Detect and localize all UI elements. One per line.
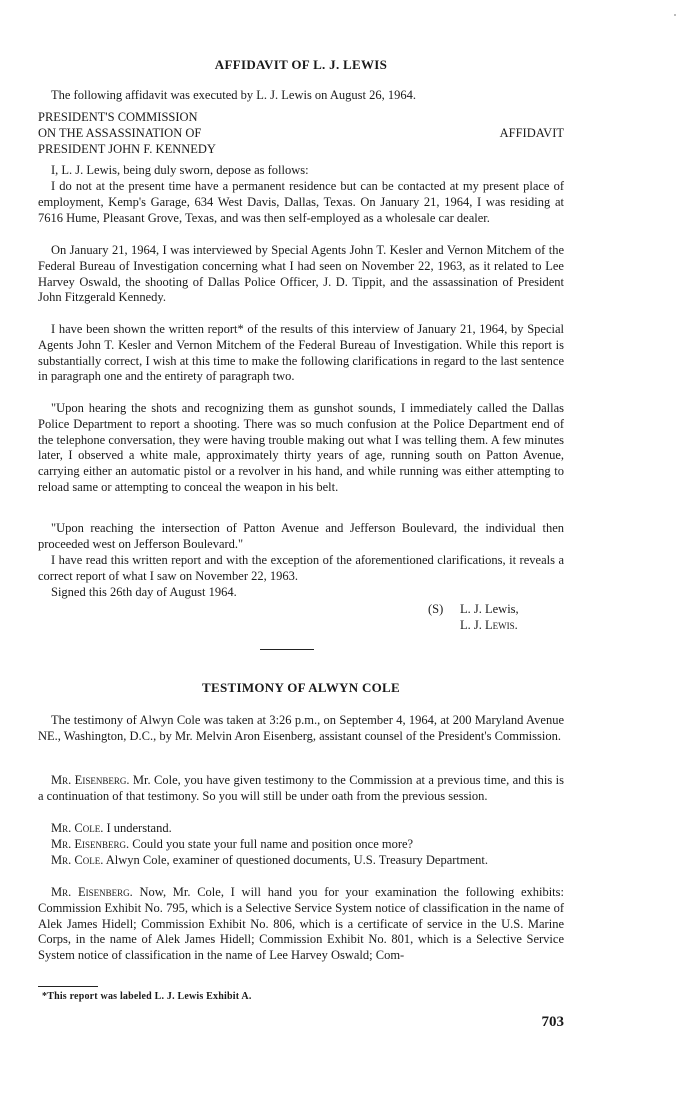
testimony-exchange <box>38 853 564 869</box>
testimony-exchange <box>38 837 564 853</box>
affidavit-paragraph: I have been shown the written report* of the results of this interview of January 21, 1964, by Special Agents John T. Kesler and Vernon Mitchem of the Federal Bureau of Investigation. While this report is substantially correct, I wish at this time to make the following clarifications in regard to the last sentence in paragraph one and the entirety of paragraph two. <box>38 322 564 384</box>
section-divider <box>260 649 314 650</box>
scan-speck <box>674 14 676 16</box>
footnote: *This report was labeled L. J. Lewis Exhibit A. <box>42 991 252 1002</box>
testimony-title: TESTIMONY OF ALWYN COLE <box>202 680 400 695</box>
page-number: 703 <box>541 1014 564 1030</box>
affidavit-intro: The following affidavit was executed by L. J. Lewis on August 26, 1964. <box>51 88 416 102</box>
speaker-name: Mr. Cole. <box>51 853 104 867</box>
testimony-exchange <box>38 821 564 837</box>
signature-typed-name: L. J. Lewis. <box>460 618 518 632</box>
speaker-name: Mr. Eisenberg. <box>51 837 130 851</box>
signature-name: L. J. Lewis, <box>460 602 519 616</box>
header-left-line-3: PRESIDENT JOHN F. KENNEDY <box>38 141 216 156</box>
speaker-name: Mr. Eisenberg. <box>51 773 130 787</box>
exchange-text: Now, Mr. Cole, I will hand you for your examination the following exhibits: Commission Exhibit No. 795, which is a Selective Service System notice of classification in the name of Alek James Hidell; Commission Exhibit No. 806, which is a certificate of service in the U.S. Marine Corps, in the name of Alek James Hidell; Commission Exhibit No. 801, which is a Selective Service System notice of classification in the name of Lee Harvey Oswald; Com- <box>38 885 564 963</box>
signature-mark: (S) <box>428 602 444 616</box>
header-left-line-1: PRESIDENT'S COMMISSION <box>38 110 198 124</box>
footnote-rule <box>38 986 98 987</box>
affidavit-paragraph: "Upon hearing the shots and recognizing them as gunshot sounds, I immediately called the Dallas Police Department to report a shooting. There was so much confusion at the Police Department end of the telephone conversation, they were having trouble making out what I was telling them. A few minutes later, I observed a white male, approximately thirty years of age, running south on Patton Avenue, carrying either an automatic pistol or a revolver in his hand, and while running was either attempting to reload same or attempting to conceal the weapon in his belt. <box>38 401 564 494</box>
affidavit-paragraph: Signed this 26th day of August 1964. <box>51 585 237 599</box>
testimony-exchange <box>38 885 564 964</box>
exchange-text: Mr. Cole, you have given testimony to the Commission at a previous time, and this is a continuation of that testimony. So you will still be under oath from the previous session. <box>38 773 564 803</box>
speaker-name: Mr. Cole. <box>51 821 104 835</box>
affidavit-paragraph: On January 21, 1964, I was interviewed by Special Agents John T. Kesler and Vernon Mitchem of the Federal Bureau of Investigation concerning what I had seen on November 22, 1963, as it related to Lee Harvey Oswald, the shooting of Dallas Police Officer, J. D. Tippit, and the assassination of President John Fitzgerald Kennedy. <box>38 243 564 305</box>
signature-block <box>428 602 588 636</box>
testimony-intro: The testimony of Alwyn Cole was taken at 3:26 p.m., on September 4, 1964, at 200 Maryland Avenue NE., Washington, D.C., by Mr. Melvin Aron Eisenberg, assistant counsel of the President's Commission. <box>38 713 564 743</box>
affidavit-paragraph: I, L. J. Lewis, being duly sworn, depose as follows: <box>51 163 309 177</box>
header-right-label: AFFIDAVIT <box>499 125 564 140</box>
affidavit-paragraph: I have read this written report and with the exception of the aforementioned clarifications, it reveals a correct report of what I saw on November 22, 1963. <box>38 553 564 583</box>
exchange-text: Could you state your full name and position once more? <box>132 837 414 851</box>
speaker-name: Mr. Eisenberg. <box>51 885 133 899</box>
affidavit-header <box>38 110 564 158</box>
header-left-line-2: ON THE ASSASSINATION OF <box>38 125 202 140</box>
exchange-text: Alwyn Cole, examiner of questioned documents, U.S. Treasury Department. <box>105 853 488 867</box>
exchange-text: I understand. <box>106 821 172 835</box>
affidavit-paragraph: I do not at the present time have a permanent residence but can be contacted at my present place of employment, Kemp's Garage, 634 West Davis, Dallas, Texas. On January 21, 1964, I was residing at 7616 Hume, Pleasant Grove, Texas, and was then self-employed as a wholesale car dealer. <box>38 179 564 225</box>
affidavit-title: AFFIDAVIT OF L. J. LEWIS <box>214 57 388 72</box>
affidavit-paragraph: "Upon reaching the intersection of Patton Avenue and Jefferson Boulevard, the individual then proceeded west on Jefferson Boulevard." <box>38 521 564 551</box>
testimony-exchange <box>38 773 564 805</box>
